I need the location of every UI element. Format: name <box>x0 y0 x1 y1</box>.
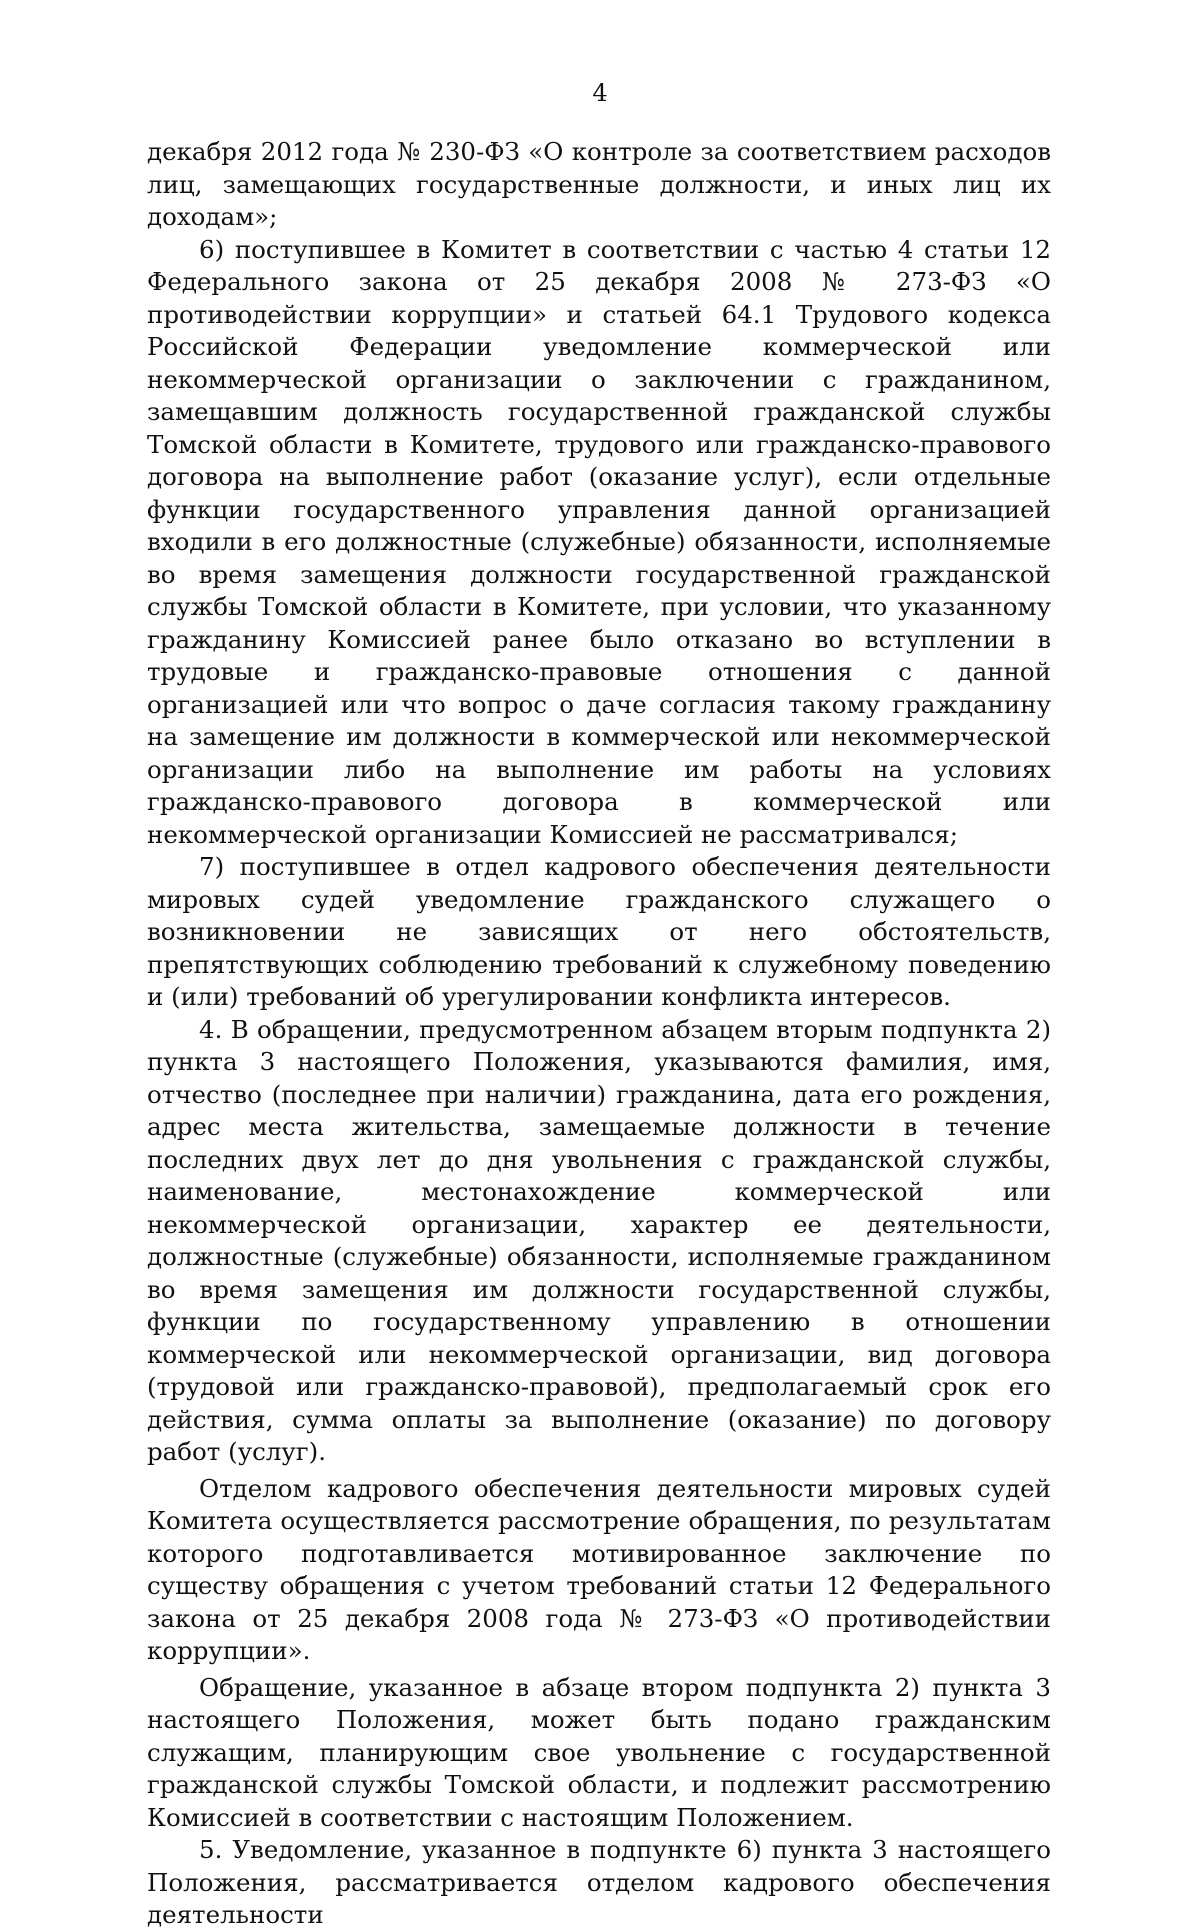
paragraph-application-submission: Обращение, указанное в абзаце втором подпункта 2) пункта 3 настоящего Положения, может быть подано гражданским служащим, планирующим свое увольнение с государственной гражданской службы Томской области, и подлежит рассмотрению Комиссией в соответствии с настоящим Положением. <box>147 1672 1051 1832</box>
paragraph-item-7: 7) поступившее в отдел кадрового обеспечения деятельности мировых судей уведомление гражданского служащего о возникновении не зависящих от него обстоятельств, препятствующих соблюдению требований к служебному поведению и (или) требований об урегулировании конфликта интересов. <box>147 852 1051 1011</box>
paragraph-review-procedure: Отделом кадрового обеспечения деятельности мировых судей Комитета осуществляется рассмотрение обращения, по результатам которого подготавливается мотивированное заключение по существу обращения с учетом требований статьи 12 Федерального закона от 25 декабря 2008 года № 273-ФЗ «О противодействии коррупции». <box>147 1473 1051 1665</box>
page-number: 4 <box>592 79 608 107</box>
document-body <box>147 136 1051 1932</box>
paragraph-clause-5: 5. Уведомление, указанное в подпункте 6) пункта 3 настоящего Положения, рассматривается отделом кадрового обеспечения деятельности <box>147 1835 1051 1929</box>
paragraph-item-6: 6) поступившее в Комитет в соответствии с частью 4 статьи 12 Федерального закона от 25 декабря 2008 № 273-ФЗ «О противодействии коррупции» и статьей 64.1 Трудового кодекса Российской Федерации уведомление коммерческой или некоммерческой организации о заключении с гражданином, замещавшим должность государственной гражданской службы Томской области в Комитете, трудового или гражданско-правового договора на выполнение работ (оказание услуг), если отдельные функции государственного управления данной организацией входили в его должностные (служебные) обязанности, исполняемые во время замещения должности государственной гражданской службы Томской области в Комитете, при условии, что указанному гражданину Комиссией ранее было отказано во вступлении в трудовые и гражданско-правовые отношения с данной организацией или что вопрос о даче согласия такому гражданину на замещение им должности в коммерческой или некоммерческой организации либо на выполнение им работы на условиях гражданско-правового договора в коммерческой или некоммерческой организации Комиссией не рассматривался; <box>147 234 1051 849</box>
paragraph-clause-4: 4. В обращении, предусмотренном абзацем вторым подпункта 2) пункта 3 настоящего Положения, указываются фамилия, имя, отчество (последнее при наличии) гражданина, дата его рождения, адрес места жительства, замещаемые должности в течение последних двух лет до дня увольнения с гражданской службы, наименование, местонахождение коммерческой или некоммерческой организации, характер ее деятельности, должностные (служебные) обязанности, исполняемые гражданином во время замещения им должности государственной службы, функции по государственному управлению в отношении коммерческой или некоммерческой организации, вид договора (трудовой или гражданско-правовой), предполагаемый срок его действия, сумма оплаты за выполнение (оказание) по договору работ (услуг). <box>147 1014 1051 1466</box>
paragraph-continuation: декабря 2012 года № 230-ФЗ «О контроле за соответствием расходов лиц, замещающих государственные должности, и иных лиц их доходам»; <box>147 137 1051 231</box>
